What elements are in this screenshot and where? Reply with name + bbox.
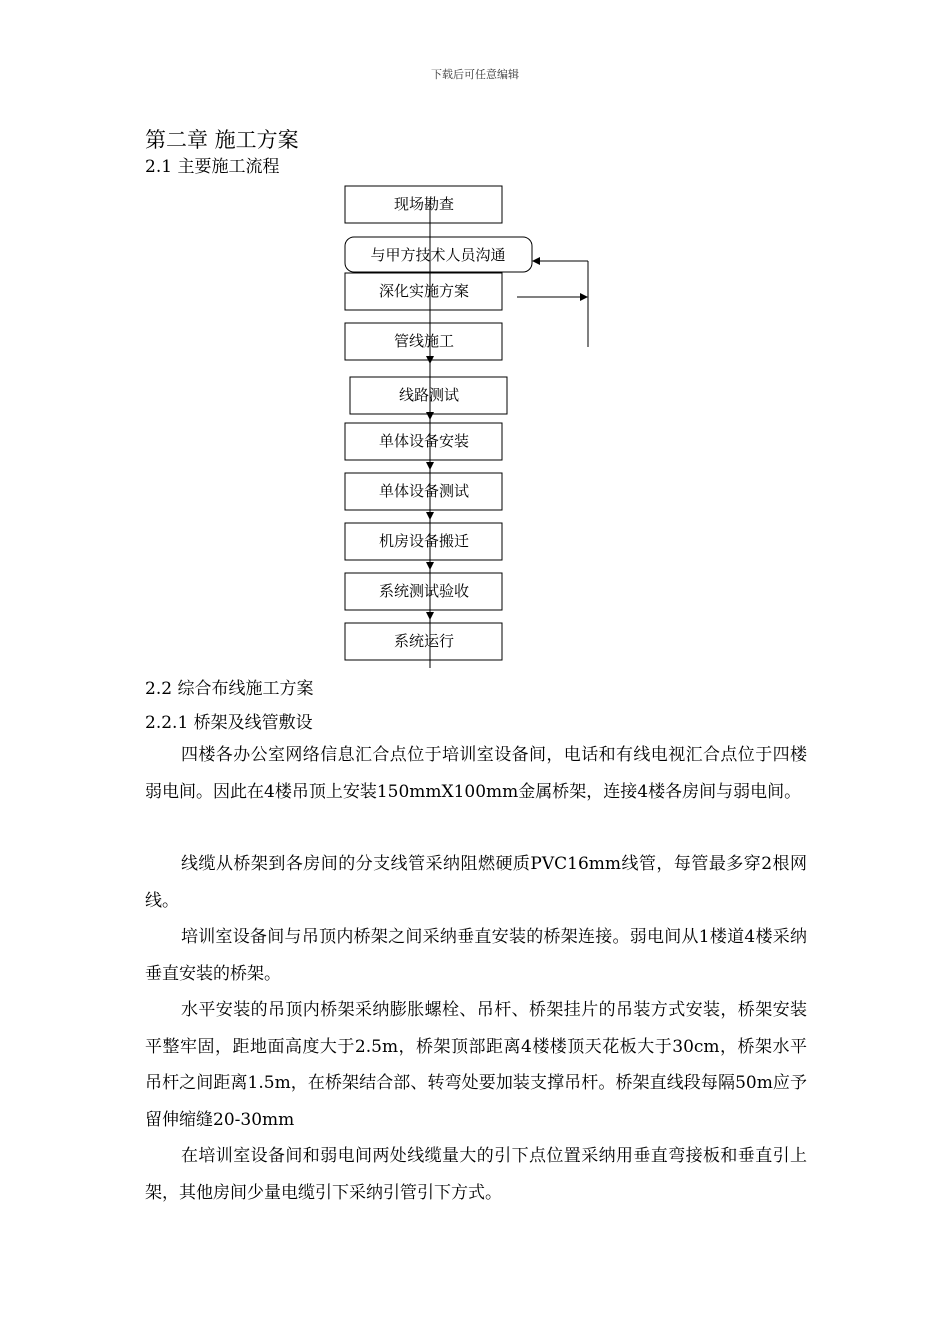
flow-arrow-2 (426, 412, 434, 420)
section-heading-2-1: 2.1 主要施工流程 (145, 157, 280, 177)
body-paragraph: 培训室设备间与吊顶内桥架之间采纳垂直安装的桥架连接。弱电间从1楼道4楼采纳垂直安装的桥架。 (145, 927, 807, 984)
body-paragraph: 在培训室设备间和弱电间两处线缆量大的引下点位置采纳用垂直弯接板和垂直引上架，其他房间少量电缆引下采纳引管引下方式。 (145, 1146, 807, 1203)
flow-label-site-survey: 现场勘查 (393, 195, 455, 213)
flow-arrow-6 (426, 612, 434, 620)
chapter-title: 第二章 施工方案 (145, 128, 299, 152)
header-note: 下载后可任意编辑 (431, 68, 519, 81)
flow-arrow-3 (426, 462, 434, 470)
flow-label-system-run: 系统运行 (393, 632, 455, 650)
flow-arrow-5 (426, 562, 434, 570)
flow-label-communication: 与甲方技术人员沟通 (370, 246, 506, 264)
body-paragraph: 四楼各办公室网络信息汇合点位于培训室设备间，电话和有线电视汇合点位于四楼弱电间。因此在4楼吊顶上安装150mmX100mm金属桥架，连接4楼各房间与弱电间。 (145, 745, 807, 802)
flow-label-unit-test: 单体设备测试 (378, 482, 470, 500)
flow-label-system-acceptance: 系统测试验收 (378, 582, 470, 600)
body-paragraph: 线缆从桥架到各房间的分支线管采纳阻燃硬质PVC16mm线管，每管最多穿2根网线。 (145, 854, 807, 911)
flow-label-pipeline-construction: 管线施工 (393, 332, 455, 350)
flow-label-unit-install: 单体设备安装 (378, 432, 470, 450)
flow-label-deepen-plan: 深化实施方案 (378, 282, 470, 300)
flow-arrow-4 (426, 512, 434, 520)
body-paragraph: 水平安装的吊顶内桥架采纳膨胀螺栓、吊杆、桥架挂片的吊装方式安装，桥架安装平整牢固，距地面高度大于2.5m，桥架顶部距离4楼楼顶天花板大于30cm，桥架水平吊杆之间距离1.5m，在桥架结合部、转弯处要加装支撑吊杆。桥架直线段每隔50m应予留伸缩缝20-30mm (145, 1000, 807, 1130)
flow-label-line-test: 线路测试 (398, 386, 460, 404)
section-heading-2-2-1: 2.2.1 桥架及线管敷设 (145, 713, 313, 733)
section-heading-2-2: 2.2 综合布线施工方案 (145, 679, 314, 699)
flow-label-room-move: 机房设备搬迁 (378, 532, 470, 550)
